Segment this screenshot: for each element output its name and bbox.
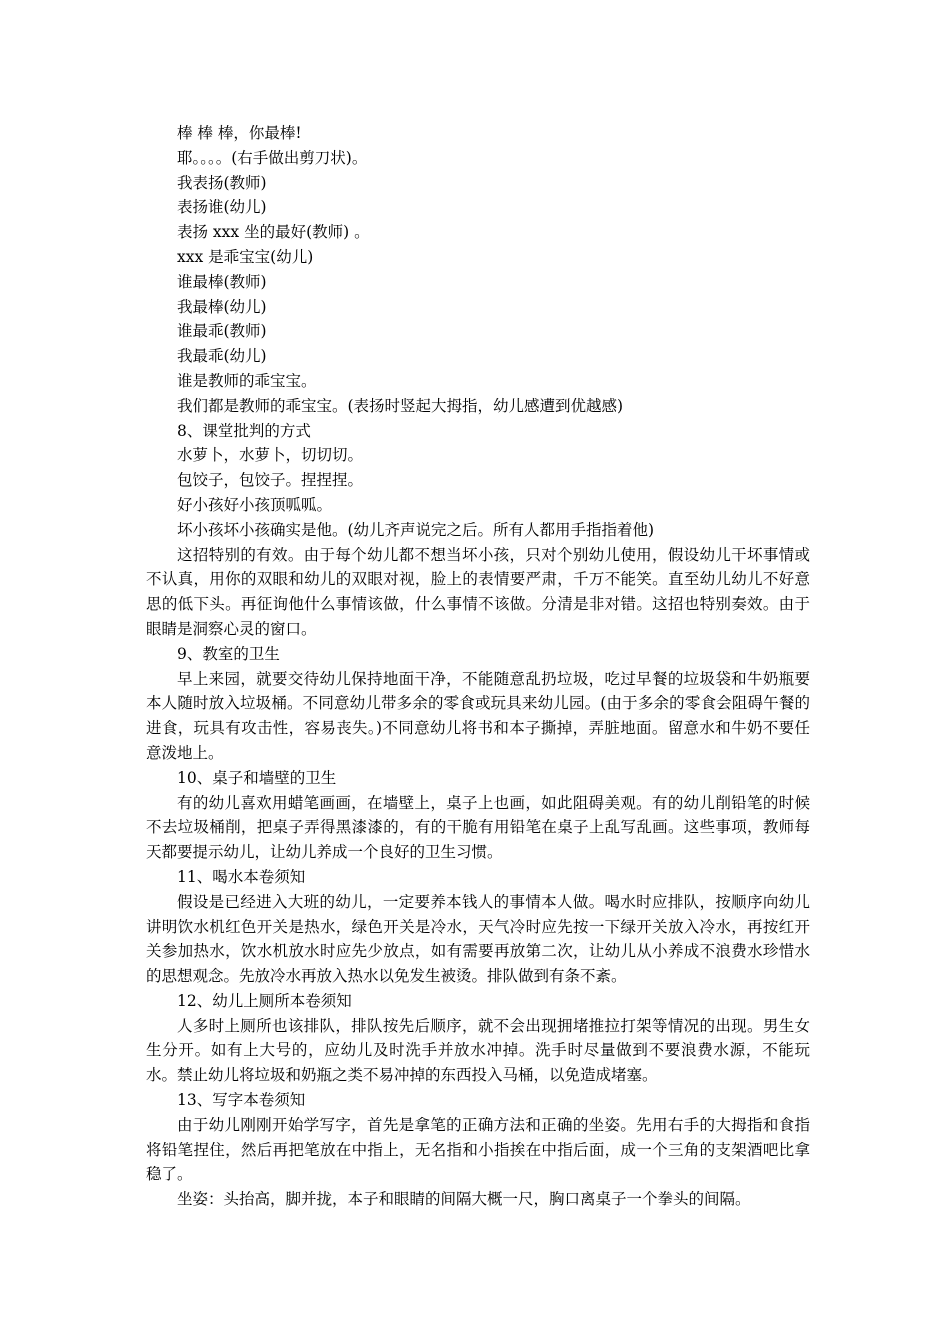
praise-chant-line: 表扬谁(幼儿) [177, 198, 267, 217]
section-heading: 9、教室的卫生 [177, 644, 280, 663]
criticism-chant-line: 坏小孩坏小孩确实是他。(幼儿齐声说完之后。所有人都用手指指着他) [177, 520, 655, 539]
section-heading: 10、桌子和墙壁的卫生 [177, 768, 337, 787]
body-paragraph: 有的幼儿喜欢用蜡笔画画，在墙壁上，桌子上也画，如此阻碍美观。有的幼儿削铅笔的时候不去垃圾桶削，把桌子弄得黑漆漆的，有的干脆有用铅笔在桌子上乱写乱画。这些事项，教师每天都要提示幼儿，让幼儿养成一个良好的卫生习惯。 [146, 793, 810, 862]
criticism-chant-line: 好小孩好小孩顶呱呱。 [177, 495, 333, 514]
section-heading: 12、幼儿上厕所本卷须知 [177, 991, 352, 1010]
body-paragraph: 这招特别的有效。由于每个幼儿都不想当坏小孩，只对个别幼儿使用，假设幼儿干坏事情或不认真，用你的双眼和幼儿的双眼对视，脸上的表情要严肃，千万不能笑。直至幼儿幼儿不好意思的低下头。再征询他什么事情该做，什么事情不该做。分清是非对错。这招也特别奏效。由于眼睛是洞察心灵的窗口。 [146, 545, 810, 638]
body-paragraph: 假设是已经进入大班的幼儿，一定要养本钱人的事情本人做。喝水时应排队，按顺序向幼儿讲明饮水机红色开关是热水，绿色开关是冷水，天气冷时应先按一下绿开关放入冷水，再按红开关参加热水，饮水机放水时应先少放点，如有需要再放第二次，让幼儿从小养成不浪费水珍惜水的思想观念。先放冷水再放入热水以免发生被烫。排队做到有条不紊。 [146, 892, 810, 986]
praise-chant-line: xxx 是乖宝宝(幼儿) [177, 247, 314, 266]
criticism-chant-line: 包饺子，包饺子。捏捏捏。 [177, 471, 364, 490]
body-paragraph: 坐姿：头抬高，脚并拢，本子和眼睛的间隔大概一尺，胸口离桌子一个拳头的间隔。 [177, 1190, 751, 1209]
praise-chant-line: 表扬 xxx 坐的最好(教师) 。 [177, 223, 370, 242]
body-paragraph: 由于幼儿刚刚开始学写字，首先是拿笔的正确方法和正确的坐姿。先用右手的大拇指和食指将铅笔捏住，然后再把笔放在中指上，无名指和小指挨在中指后面，成一个三角的支架酒吧比拿稳了。 [146, 1115, 810, 1184]
praise-chant-line: 谁最乖(教师) [177, 322, 267, 341]
section-heading: 13、写字本卷须知 [177, 1091, 306, 1110]
criticism-chant-line: 水萝卜，水萝卜，切切切。 [177, 446, 364, 465]
praise-chant-line: 我最乖(幼儿) [177, 347, 267, 366]
praise-chant-line: 谁是教师的乖宝宝。 [177, 371, 317, 390]
body-paragraph: 人多时上厕所也该排队，排队按先后顺序，就不会出现拥堵推拉打架等情况的出现。男生女生分开。如有上大号的，应幼儿及时洗手并放水冲掉。洗手时尽量做到不要浪费水源，不能玩水。禁止幼儿将垃圾和奶瓶之类不易冲掉的东西投入马桶，以免造成堵塞。 [146, 1016, 810, 1085]
praise-chant-line: 我们都是教师的乖宝宝。(表扬时竖起大拇指，幼儿感遭到优越感) [177, 396, 624, 415]
praise-chant-line: 我最棒(幼儿) [177, 297, 267, 316]
section-heading: 11、喝水本卷须知 [177, 867, 306, 886]
praise-chant-line: 棒 棒 棒，你最棒! [177, 124, 302, 142]
document-body [146, 121, 810, 1212]
praise-chant-line: 耶。。。。(右手做出剪刀状)。 [177, 148, 368, 167]
body-paragraph: 早上来园，就要交待幼儿保持地面干净，不能随意乱扔垃圾，吃过早餐的垃圾袋和牛奶瓶要本人随时放入垃圾桶。不同意幼儿带多余的零食或玩具来幼儿园。(由于多余的零食会阻碍午餐的进食，玩具有攻击性，容易丧失。)不同意幼儿将书和本子撕掉，弄脏地面。留意水和牛奶不要任意泼地上。 [146, 669, 810, 762]
section-heading: 8、课堂批判的方式 [177, 421, 311, 440]
praise-chant-line: 谁最棒(教师) [177, 272, 267, 291]
praise-chant-line: 我表扬(教师) [177, 173, 267, 192]
